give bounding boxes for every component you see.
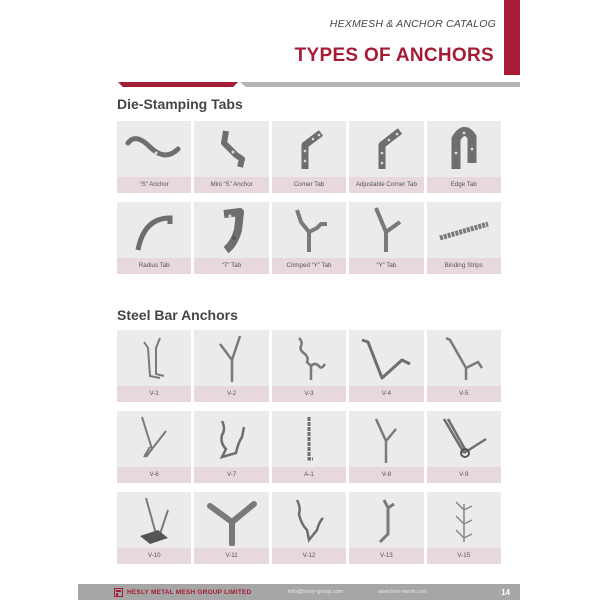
product-label: Mini “S” Anchor — [194, 177, 268, 193]
product-label: “7” Tab — [194, 258, 268, 274]
product-label: Edge Tab — [427, 177, 501, 193]
crimped-y-tab-icon — [272, 202, 346, 258]
v10-anchor-icon — [117, 492, 191, 548]
product-card[interactable] — [272, 202, 346, 274]
product-label: V-12 — [272, 548, 346, 564]
v13-anchor-icon — [349, 492, 423, 548]
v15-anchor-icon — [427, 492, 501, 548]
product-card[interactable] — [272, 121, 346, 193]
product-card[interactable] — [427, 330, 501, 402]
product-label: Binding Strips — [427, 258, 501, 274]
footer-company: HESLY METAL MESH GROUP LIMITED — [127, 588, 252, 596]
product-card[interactable] — [117, 202, 191, 274]
product-card[interactable] — [194, 121, 268, 193]
mini-s-anchor-icon — [194, 121, 268, 177]
product-label: V-5 — [427, 386, 501, 402]
product-card[interactable] — [194, 492, 268, 564]
header-rule-red — [118, 82, 238, 87]
product-label: “Y” Tab — [349, 258, 423, 274]
product-card[interactable] — [427, 492, 501, 564]
v9-anchor-icon — [427, 411, 501, 467]
product-card[interactable] — [117, 411, 191, 483]
product-label: V-8 — [349, 467, 423, 483]
product-card[interactable] — [194, 330, 268, 402]
radius-tab-icon — [117, 202, 191, 258]
product-label: V-4 — [349, 386, 423, 402]
product-label: V-3 — [272, 386, 346, 402]
product-label: V-15 — [427, 548, 501, 564]
product-card[interactable] — [117, 492, 191, 564]
v4-anchor-icon — [349, 330, 423, 386]
s-anchor-icon — [117, 121, 191, 177]
footer-website[interactable]: www.hex-mesh.com — [378, 589, 428, 595]
product-card[interactable] — [349, 202, 423, 274]
product-card[interactable] — [349, 330, 423, 402]
page-number: 14 — [501, 587, 510, 597]
v8-anchor-icon — [349, 411, 423, 467]
product-label: V-6 — [117, 467, 191, 483]
product-label: Crimped “Y” Tab — [272, 258, 346, 274]
steel-bar-grid — [117, 330, 501, 564]
adjustable-corner-tab-icon — [349, 121, 423, 177]
footer-email[interactable]: info@hesly-group.com — [288, 589, 344, 595]
product-label: A-1 — [272, 467, 346, 483]
y-tab-icon — [349, 202, 423, 258]
section-title-die-stamping: Die-Stamping Tabs — [117, 96, 243, 112]
die-stamping-grid — [117, 121, 501, 274]
catalog-name: HEXMESH & ANCHOR CATALOG — [329, 18, 496, 30]
product-card[interactable] — [194, 411, 268, 483]
product-label: V-13 — [349, 548, 423, 564]
a1-anchor-icon — [272, 411, 346, 467]
v7-anchor-icon — [194, 411, 268, 467]
product-card[interactable] — [194, 202, 268, 274]
product-card[interactable] — [117, 121, 191, 193]
v6-anchor-icon — [117, 411, 191, 467]
edge-tab-icon — [427, 121, 501, 177]
product-label: Radius Tab — [117, 258, 191, 274]
v3-anchor-icon — [272, 330, 346, 386]
product-label: V-7 — [194, 467, 268, 483]
v5-anchor-icon — [427, 330, 501, 386]
v1-anchor-icon — [117, 330, 191, 386]
product-card[interactable] — [272, 330, 346, 402]
product-label: V-1 — [117, 386, 191, 402]
product-label: V-11 — [194, 548, 268, 564]
company-logo-icon — [114, 588, 123, 597]
product-label: Adjustable Corner Tab — [349, 177, 423, 193]
product-card[interactable] — [427, 202, 501, 274]
product-label: V-9 — [427, 467, 501, 483]
v2-anchor-icon — [194, 330, 268, 386]
v12-anchor-icon — [272, 492, 346, 548]
header-accent-bar — [504, 0, 520, 75]
v11-anchor-icon — [194, 492, 268, 548]
page-title: TYPES OF ANCHORS — [294, 45, 494, 66]
header-rule-gray — [240, 82, 520, 87]
product-label: V-2 — [194, 386, 268, 402]
product-card[interactable] — [427, 121, 501, 193]
product-card[interactable] — [272, 411, 346, 483]
product-card[interactable] — [349, 492, 423, 564]
product-card[interactable] — [272, 492, 346, 564]
product-card[interactable] — [349, 411, 423, 483]
footer — [78, 584, 520, 600]
section-title-steel-bar: Steel Bar Anchors — [117, 307, 238, 323]
product-card[interactable] — [427, 411, 501, 483]
product-card[interactable] — [117, 330, 191, 402]
product-label: Corner Tab — [272, 177, 346, 193]
seven-tab-icon — [194, 202, 268, 258]
binding-strips-icon — [427, 202, 501, 258]
corner-tab-icon — [272, 121, 346, 177]
product-label: V-10 — [117, 548, 191, 564]
product-card[interactable] — [349, 121, 423, 193]
product-label: “S” Anchor — [117, 177, 191, 193]
